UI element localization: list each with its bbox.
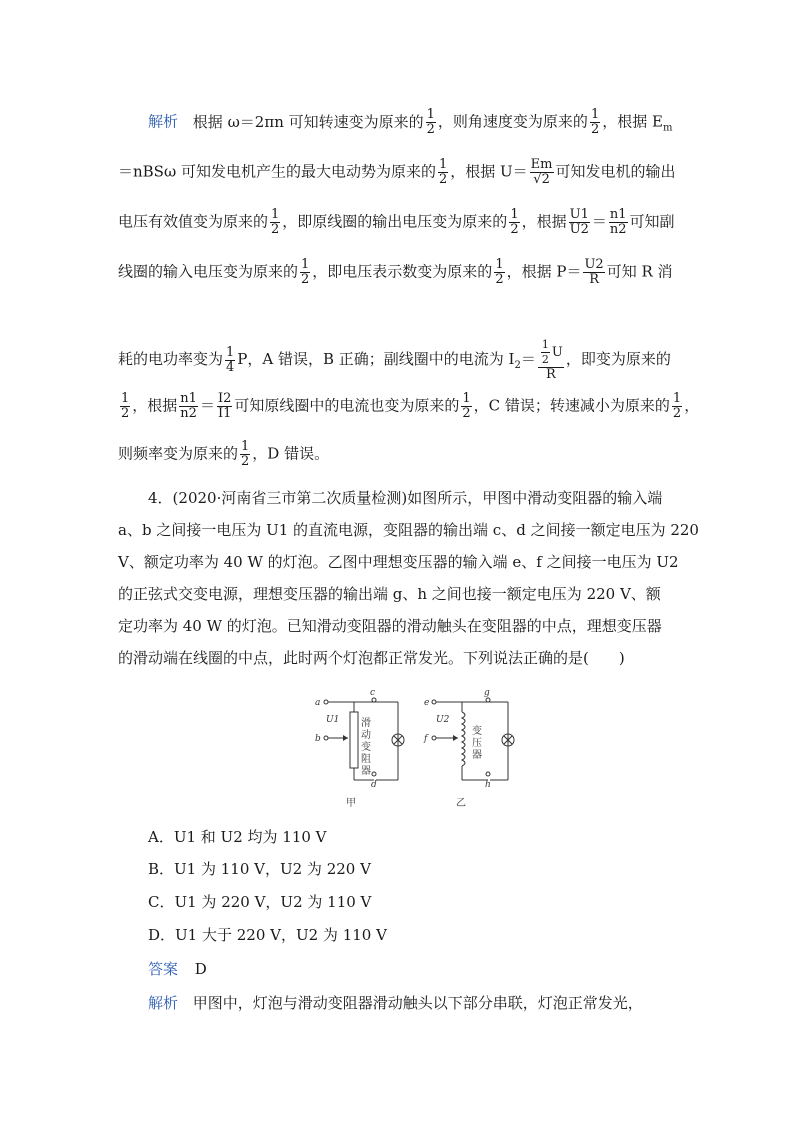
analysis-line-7: 则频率变为原来的 $\frac{1}{2}$ ，D 错误。 [118, 439, 330, 469]
circuit-diagram [312, 688, 522, 814]
fraction-em-sqrt2: $\frac{Em}{√2}$ [530, 157, 553, 187]
svg-text:g: g [484, 688, 490, 698]
svg-text:乙: 乙 [456, 798, 466, 809]
analysis-line-1: 解析 根据 ω＝2πn 可知转速变为原来的 $\frac{1}{2}$ ，则角速度变为原来的 $\frac{1}{2}$ ，根据 $E_m$ [148, 107, 673, 137]
svg-text:变: 变 [472, 726, 482, 737]
svg-text:压: 压 [472, 738, 482, 749]
svg-text:h: h [485, 780, 491, 790]
option-d: D．U1 大于 220 V，U2 为 110 V [148, 926, 387, 944]
fraction-n1-n2: $\frac{n1}{n2}$ [180, 391, 197, 421]
option-c: C．U1 为 220 V，U2 为 110 V [148, 893, 372, 911]
analysis2-line: 解析 甲图中，灯泡与滑动变阻器滑动触头以下部分串联，灯泡正常发光， [148, 994, 643, 1012]
svg-text:c: c [370, 688, 376, 698]
svg-text:甲: 甲 [346, 798, 356, 809]
fraction-n1-n2: $\frac{n1}{n2}$ [609, 207, 627, 237]
svg-text:b: b [315, 734, 321, 744]
answer-label: 答案 [148, 960, 179, 978]
svg-text:d: d [371, 780, 377, 790]
question-line-2: a、b 之间接一电压为 U1 的直流电源，变阻器的输出端 c、d 之间接一额定电压为 220 [118, 521, 699, 539]
svg-text:a: a [315, 698, 321, 708]
question-line-6: 的滑动端在线圈的中点，此时两个灯泡都正常发光。下列说法正确的是( ) [118, 649, 625, 667]
analysis-label: 解析 [148, 112, 179, 131]
fraction-quarter: $\frac{1}{4}$ [226, 344, 235, 375]
terminal-f [432, 736, 436, 740]
option-a: A．U1 和 U2 均为 110 V [148, 828, 327, 846]
svg-text:器: 器 [472, 750, 482, 761]
analysis-label: 解析 [148, 994, 179, 1012]
answer-value: D [194, 960, 207, 978]
fraction-i2-i1: $\frac{I2}{I1}$ [217, 391, 232, 421]
terminal-b [324, 736, 328, 740]
svg-text:变: 变 [361, 742, 371, 753]
svg-text:e: e [424, 698, 430, 708]
option-b: B．U1 为 110 V，U2 为 220 V [148, 860, 371, 878]
question-line-3: V、额定功率为 40 W 的灯泡。乙图中理想变压器的输入端 e、f 之间接一电压为 U2 [118, 553, 679, 571]
fraction-half: $\frac{1}{2}$ [510, 207, 519, 237]
question-line-5: 定功率为 40 W 的灯泡。已知滑动变阻器的滑动触头在变阻器的中点，理想变压器 [118, 617, 662, 635]
terminal-c [372, 698, 376, 702]
fraction-half: $\frac{1}{2}$ [590, 107, 600, 137]
analysis-line-5: 耗的电功率变为 $\frac{1}{4}$ P，A 错误，B 正确；副线圈中的电流为 $I_2=$ $\frac{1}{2}$ U R ，即变为原来的 [118, 338, 671, 382]
terminal-g [486, 698, 490, 702]
rheostat-resistor [350, 712, 358, 768]
terminal-a [324, 700, 328, 704]
fraction-halfU-over-R: $\frac{1}{2}$ U R [538, 338, 564, 382]
analysis-line-4: 线圈的输入电压变为原来的 $\frac{1}{2}$ ，即电压表示数变为原来的 $\frac{1}{2}$ ，根据 P＝ $\frac{U2}{R}$ 可知 R 消 [118, 257, 673, 287]
svg-text:动: 动 [361, 730, 371, 741]
fraction-half: $\frac{1}{2}$ [495, 257, 504, 287]
svg-text:器: 器 [361, 766, 371, 777]
svg-text:U1: U1 [326, 715, 340, 725]
svg-text:阻: 阻 [361, 754, 371, 765]
fraction-half: $\frac{1}{2}$ [438, 157, 448, 187]
fraction-u1-u2: $\frac{U1}{U2}$ [569, 207, 589, 237]
fraction-half: $\frac{1}{2}$ [672, 391, 682, 421]
terminal-h [486, 772, 490, 776]
fraction-u2-r: $\frac{U2}{R}$ [584, 257, 604, 287]
fraction-half: $\frac{1}{2}$ [121, 391, 130, 421]
fraction-half: $\frac{1}{2}$ [462, 391, 471, 421]
terminal-d [372, 772, 376, 776]
question-line-1: 4．(2020·河南省三市第二次质量检测)如图所示，甲图中滑动变阻器的输入端 [148, 489, 663, 507]
fraction-half: $\frac{1}{2}$ [271, 207, 280, 237]
fraction-half: $\frac{1}{2}$ [426, 107, 435, 137]
terminal-e [432, 700, 436, 704]
answer-line [148, 958, 207, 979]
svg-text:U2: U2 [436, 715, 450, 725]
fraction-half: $\frac{1}{2}$ [301, 257, 310, 287]
analysis-line-2: ＝nBSω 可知发电机产生的最大电动势为原来的 $\frac{1}{2}$ ，根据 U＝ $\frac{Em}{√2}$ 可知发电机的输出 [118, 157, 676, 187]
fraction-half: $\frac{1}{2}$ [241, 439, 250, 469]
analysis-line-3: 电压有效值变为原来的 $\frac{1}{2}$ ，即原线圈的输出电压变为原来的 $\frac{1}{2}$ ，根据 $\frac{U1}{U2}$ ＝ $\frac{n1}{n2}$ 可知副 [118, 207, 675, 237]
analysis-line-6: $\frac{1}{2}$ ，根据 $\frac{n1}{n2}$ ＝ $\frac{I2}{I1}$ 可知原线圈中的电流也变为原来的 $\frac{1}{2}$ ，C 错误；转速减小为原来的 $\frac{1}{2}$ ， [121, 391, 700, 421]
transformer-coil [462, 712, 465, 766]
svg-text:滑: 滑 [361, 718, 371, 729]
question-line-4: 的正弦式交变电源，理想变压器的输出端 g、h 之间也接一额定电压为 220 V、额 [118, 585, 661, 603]
svg-text:f: f [424, 734, 428, 744]
